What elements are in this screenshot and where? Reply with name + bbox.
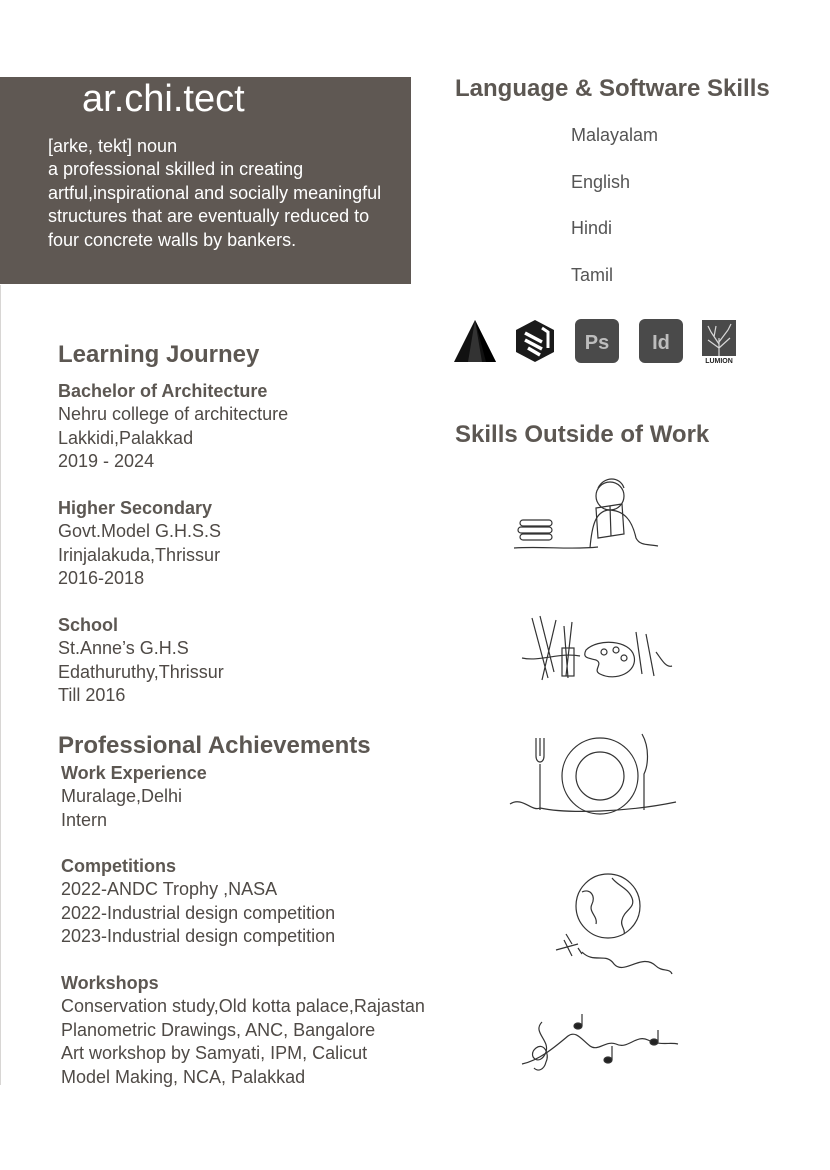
reading-sketch-icon [512, 474, 660, 556]
education-entry [58, 614, 224, 708]
learning-heading: Learning Journey [58, 341, 260, 368]
achievement-line: Planometric Drawings, ANC, Bangalore [61, 1019, 376, 1040]
education-line: St.Anne’s G.H.S [58, 638, 189, 659]
achievement-title: Work Experience [61, 763, 207, 783]
education-line: Lakkidi,Palakkad [58, 427, 194, 448]
cooking-sketch-icon [508, 722, 678, 822]
painting-sketch-icon [520, 612, 674, 686]
achievement-group [61, 855, 335, 949]
definition-line: artful,inspirational and socially meaningful [48, 182, 382, 203]
travel-sketch-icon [552, 868, 674, 978]
language-item: Hindi [571, 218, 613, 238]
hero-definition [48, 135, 410, 252]
definition-banner [0, 77, 411, 284]
achievements-heading: Professional Achievements [58, 732, 371, 759]
education-line: Nehru college of architecture [58, 404, 289, 425]
language-item: Malayalam [571, 125, 659, 145]
achievement-line: Intern [61, 809, 108, 830]
education-title: Bachelor of Architecture [58, 381, 268, 401]
svg-text:Id: Id [652, 332, 670, 354]
education-line: 2019 - 2024 [58, 451, 155, 472]
language-item: English [571, 172, 631, 192]
definition-line: structures that are eventually reduced to [48, 206, 370, 227]
svg-text:LUMION: LUMION [705, 358, 733, 364]
definition-line: [arke, tekt] noun [48, 136, 178, 156]
definition-line: four concrete walls by bankers. [48, 229, 297, 250]
education-line: Irinjalakuda,Thrissur [58, 544, 221, 565]
achievement-line: 2023-Industrial design competition [61, 926, 336, 947]
lumion-icon [702, 320, 736, 364]
hobbies-heading: Skills Outside of Work [455, 421, 710, 448]
skills-heading: Language & Software Skills [455, 75, 770, 102]
left-border-line [0, 285, 1, 1085]
achievement-line: Model Making, NCA, Palakkad [61, 1066, 306, 1087]
achievement-line: 2022-Industrial design competition [61, 902, 336, 923]
achievement-group [61, 762, 207, 832]
hero-title: ar.chi.tect [82, 78, 245, 120]
svg-text:Ps: Ps [584, 332, 610, 354]
education-title: Higher Secondary [58, 498, 213, 518]
music-sketch-icon [520, 1010, 680, 1080]
education-title: School [58, 615, 119, 635]
education-line: 2016-2018 [58, 568, 145, 589]
achievement-group [61, 972, 425, 1089]
photoshop-icon [574, 318, 620, 364]
education-line: Edathuruthy,Thrissur [58, 661, 224, 682]
language-item: Tamil [571, 265, 614, 285]
education-entry [58, 380, 288, 474]
education-entry [58, 497, 221, 591]
achievement-line: Conservation study,Old kotta palace,Rajastan [61, 996, 425, 1017]
achievement-title: Workshops [61, 973, 159, 993]
definition-line: a professional skilled in creating [48, 159, 304, 180]
achievement-line: 2022-ANDC Trophy ,NASA [61, 879, 278, 900]
indesign-icon [638, 318, 684, 364]
achievement-title: Competitions [61, 856, 176, 876]
education-line: Govt.Model G.H.S.S [58, 521, 222, 542]
education-line: Till 2016 [58, 685, 126, 706]
autocad-icon [452, 318, 498, 364]
achievement-line: Art workshop by Samyati, IPM, Calicut [61, 1043, 368, 1064]
achievement-line: Muralage,Delhi [61, 786, 183, 807]
sketchup-icon [512, 318, 558, 364]
